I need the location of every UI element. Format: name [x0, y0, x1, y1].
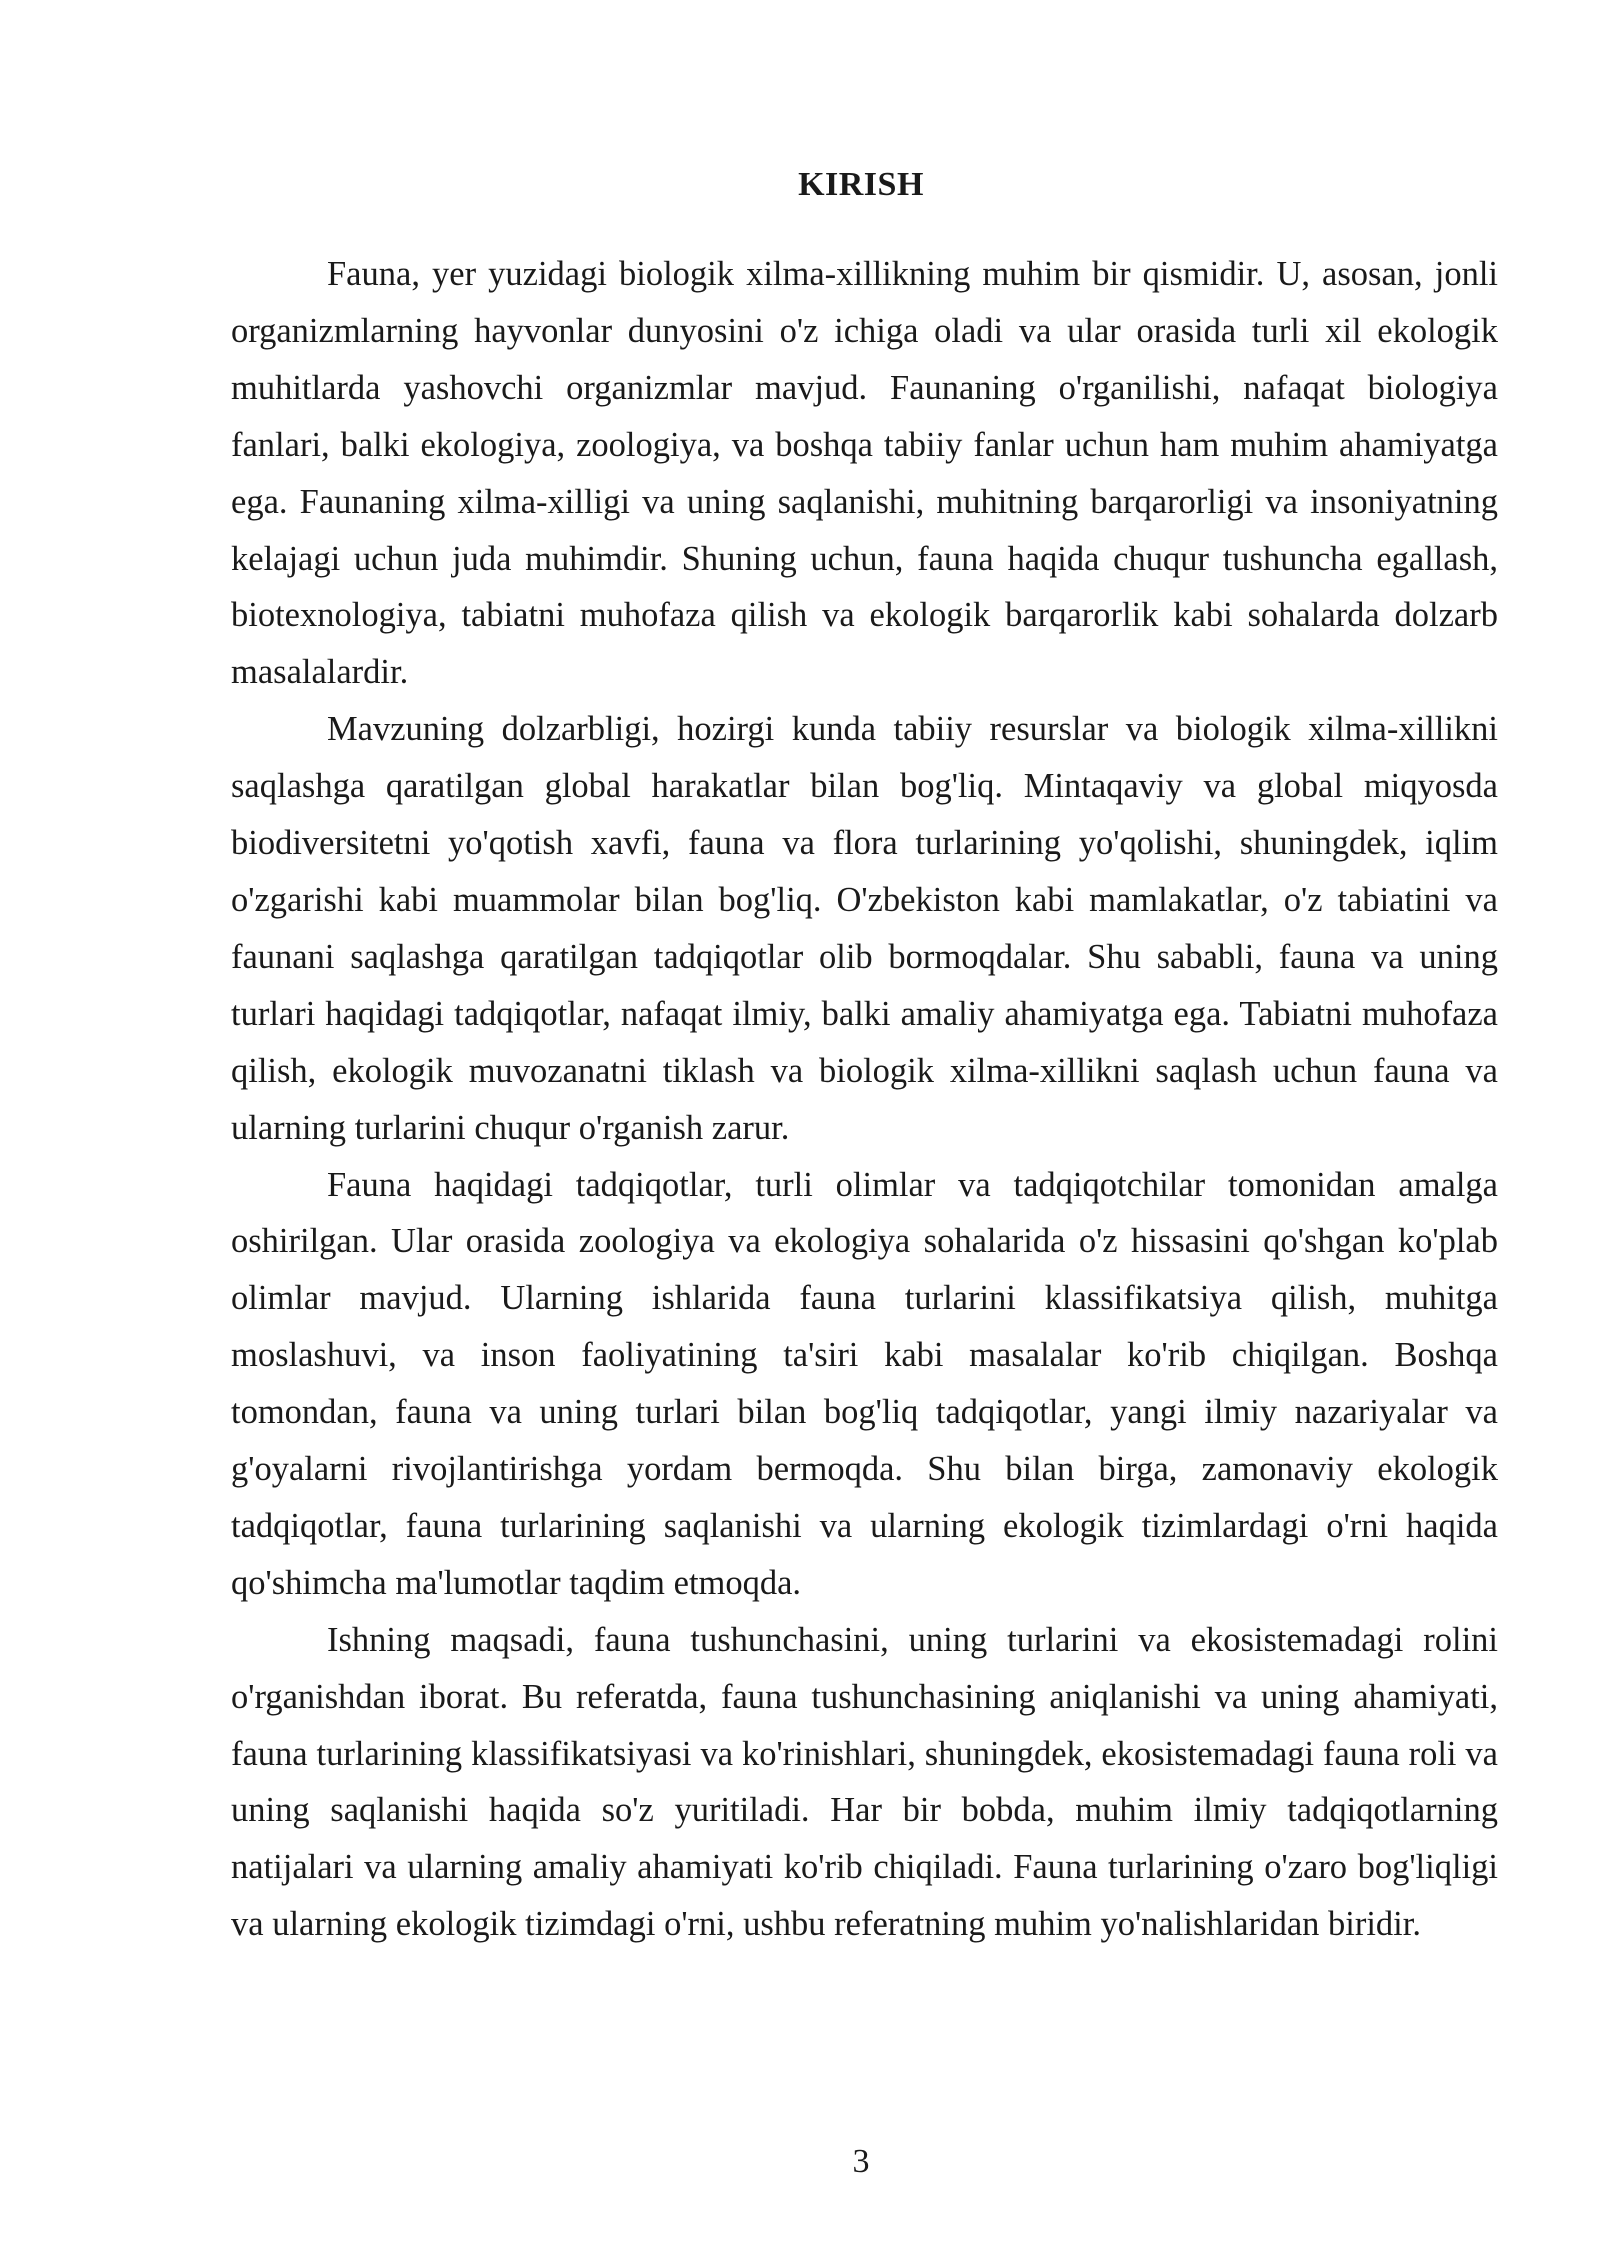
paragraph-intro: Fauna, yer yuzidagi biologik xilma-xillikning muhim bir qismidir. U, asosan, jonli organizmlarning hayvonlar dunyosini o'z ichiga oladi va ular orasida turli xil ekologik muhitlarda yashovchi organizmlar mavjud. Faunaning o'rganilishi, nafaqat biologiya fanlari, balki ekologiya, zoologiya, va boshqa tabiiy fanlar uchun ham muhim ahamiyatga ega. Faunaning xilma-xilligi va uning saqlanishi, muhitning barqarorligi va insoniyatning kelajagi uchun juda muhimdir. Shuning uchun, fauna haqida chuqur tushuncha egallash, biotexnologiya, tabiatni muhofaza qilish va ekologik barqarorlik kabi sohalarda dolzarb masalalardir.	[231, 255, 1498, 692]
paragraph-goal: Ishning maqsadi, fauna tushunchasini, uning turlarini va ekosistemadagi rolini o'rganishdan iborat. Bu referatda, fauna tushunchasining aniqlanishi va uning ahamiyati, fauna turlarining klassifikatsiyasi va ko'rinishlari, shuningdek, ekosistemadagi fauna roli va uning saqlanishi haqida so'z yuritiladi. Har bir bobda, muhim ilmiy tadqiqotlarning natijalari va ularning amaliy ahamiyati ko'rib chiqiladi. Fauna turlarining o'zaro bog'liqligi va ularning ekologik tizimdagi o'rni, ushbu referatning muhim yo'nalishlaridan biridir.	[231, 1620, 1498, 1944]
page-number: 3	[852, 2143, 870, 2180]
paragraph-research: Fauna haqidagi tadqiqotlar, turli olimlar va tadqiqotchilar tomonidan amalga oshirilgan. Ular orasida zoologiya va ekologiya sohalarida o'z hissasini qo'shgan ko'plab olimlar mavjud. Ularning ishlarida fauna turlarini klassifikatsiya qilish, muhitga moslashuvi, va inson faoliyatining ta'siri kabi masalalar ko'rib chiqilgan. Boshqa tomondan, fauna va uning turlari bilan bog'liq tadqiqotlar, yangi ilmiy nazariyalar va g'oyalarni rivojlantirishga yordam bermoqda. Shu bilan birga, zamonaviy ekologik tadqiqotlar, fauna turlarining saqlanishi va ularning ekologik tizimlardagi o'rni haqida qo'shimcha ma'lumotlar taqdim etmoqda.	[231, 1165, 1498, 1602]
page-title: KIRISH	[798, 166, 924, 203]
document-body	[231, 246, 1498, 1953]
paragraph-relevance: Mavzuning dolzarbligi, hozirgi kunda tabiiy resurslar va biologik xilma-xillikni saqlashga qaratilgan global harakatlar bilan bog'liq. Mintaqaviy va global miqyosda biodiversitetni yo'qotish xavfi, fauna va flora turlarining yo'qolishi, shuningdek, iqlim o'zgarishi kabi muammolar bilan bog'liq. O'zbekiston kabi mamlakatlar, o'z tabiatini va faunani saqlashga qaratilgan tadqiqotlar olib bormoqdalar. Shu sababli, fauna va uning turlari haqidagi tadqiqotlar, nafaqat ilmiy, balki amaliy ahamiyatga ega. Tabiatni muhofaza qilish, ekologik muvozanatni tiklash va biologik xilma-xillikni saqlash uchun fauna va ularning turlarini chuqur o'rganish zarur.	[231, 710, 1498, 1147]
